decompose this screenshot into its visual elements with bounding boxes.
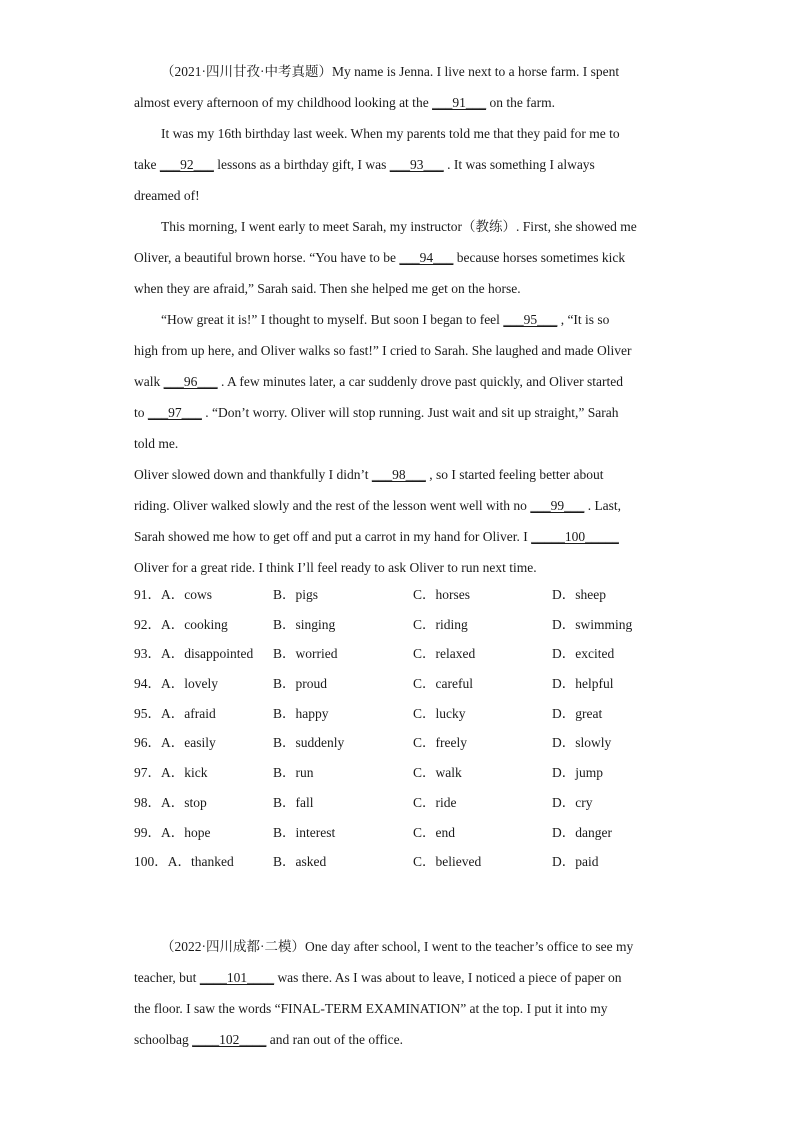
- blank-102: ____102____: [192, 1032, 267, 1047]
- passage-2-line: the floor. I saw the words “FINAL-TERM EXAMINATION” at the top. I put it into my: [134, 1001, 608, 1016]
- option-row-100: [134, 847, 694, 877]
- option-c: C．lucky: [413, 705, 466, 721]
- blank-92: ___92___: [159, 157, 214, 172]
- option-row-96: [134, 728, 694, 758]
- option-b: B．happy: [273, 705, 329, 721]
- passage-1-line: take ___92___ lessons as a birthday gift, I was ___93___ . It was something I always: [134, 157, 595, 172]
- option-a: 99．A．hope: [134, 824, 211, 840]
- passage-1-line: Oliver slowed down and thankfully I didn’t ___98___ , so I started feeling better about: [134, 467, 604, 482]
- blank-93: ___93___: [389, 157, 444, 172]
- option-b: B．fall: [273, 794, 314, 810]
- passage-1-line: This morning, I went early to meet Sarah, my instructor（教练）. First, she showed me: [161, 219, 637, 234]
- option-c: C．end: [413, 824, 455, 840]
- passage-1-line: to ___97___ . “Don’t worry. Oliver will stop running. Just wait and sit up straight,” Sarah: [134, 405, 619, 420]
- option-b: B．proud: [273, 676, 327, 692]
- option-row-94: [134, 669, 694, 699]
- option-row-91: [134, 580, 694, 610]
- option-c: C．relaxed: [413, 646, 476, 662]
- option-d: D．jump: [552, 765, 604, 781]
- option-c: C．ride: [413, 794, 457, 810]
- passage-1-line: Oliver, a beautiful brown horse. “You have to be ___94___ because horses sometimes kick: [134, 250, 626, 265]
- passage-1-line: almost every afternoon of my childhood looking at the ___91___ on the farm.: [134, 95, 556, 110]
- option-row-92: [134, 610, 694, 640]
- option-c: C．riding: [413, 616, 468, 632]
- option-a: 96．A．easily: [134, 735, 216, 751]
- passage-2-line: schoolbag ____102____ and ran out of the office.: [134, 1032, 403, 1047]
- option-d: D．slowly: [552, 735, 612, 751]
- option-d: D．excited: [552, 646, 615, 662]
- option-a: 92．A．cooking: [134, 616, 228, 632]
- option-d: D．sheep: [552, 587, 606, 602]
- option-a: 98．A．stop: [134, 794, 207, 810]
- blank-94: ___94___: [399, 250, 454, 265]
- blank-91: ___91___: [432, 95, 487, 110]
- passage-1-line: dreamed of!: [134, 188, 200, 203]
- option-row-95: [134, 699, 694, 729]
- passage-1-line: riding. Oliver walked slowly and the rest of the lesson went well with no ___99___ . Last,: [134, 498, 622, 513]
- option-a: 100．A．thanked: [134, 854, 234, 870]
- option-b: B．worried: [273, 646, 338, 662]
- option-a: 94．A．lovely: [134, 676, 218, 692]
- passage-1-line: “How great it is!” I thought to myself. But soon I began to feel ___95___ , “It is so: [161, 312, 610, 327]
- passage-1-line: told me.: [134, 436, 179, 451]
- option-d: D．paid: [552, 854, 599, 870]
- blank-95: ___95___: [503, 312, 558, 327]
- blank-98: ___98___: [371, 467, 426, 482]
- blank-97: ___97___: [147, 405, 202, 420]
- option-a: 93．A．disappointed: [134, 646, 254, 662]
- blank-100: _____100_____: [531, 529, 619, 544]
- option-a: 95．A．afraid: [134, 705, 216, 721]
- option-c: C．freely: [413, 735, 467, 751]
- answer-options: [134, 580, 694, 877]
- passage-1-line: It was my 16th birthday last week. When my parents told me that they paid for me to: [161, 126, 620, 141]
- option-c: C．horses: [413, 587, 470, 602]
- passage-2-line: teacher, but ____101____ was there. As I was about to leave, I noticed a piece of paper on: [134, 970, 622, 985]
- option-b: B．pigs: [273, 587, 319, 602]
- option-row-97: [134, 758, 694, 788]
- option-b: B．interest: [273, 824, 336, 840]
- passage-1-line: Sarah showed me how to get off and put a carrot in my hand for Oliver. I _____100_____: [134, 529, 619, 544]
- option-b: B．asked: [273, 854, 327, 870]
- option-c: C．walk: [413, 765, 462, 781]
- passage-1: [134, 56, 664, 583]
- option-d: D．swimming: [552, 616, 633, 632]
- option-a: 91．A．cows: [134, 587, 212, 602]
- passage-1-line: high from up here, and Oliver walks so fast!” I cried to Sarah. She laughed and made Oliver: [134, 343, 632, 358]
- blank-101: ____101____: [199, 970, 275, 985]
- passage-2-line: （2022·四川成都·二模）One day after school, I went to the teacher’s office to see my: [161, 939, 634, 954]
- option-b: B．singing: [273, 616, 336, 632]
- blank-96: ___96___: [163, 374, 218, 389]
- option-row-93: [134, 639, 694, 669]
- option-b: B．suddenly: [273, 735, 345, 751]
- option-d: D．cry: [552, 794, 593, 810]
- option-d: D．danger: [552, 824, 612, 840]
- passage-2: [134, 931, 664, 1055]
- option-row-98: [134, 788, 694, 818]
- blank-99: ___99___: [530, 498, 585, 513]
- option-a: 97．A．kick: [134, 765, 208, 781]
- passage-1-line: walk ___96___ . A few minutes later, a car suddenly drove past quickly, and Oliver started: [134, 374, 623, 389]
- option-b: B．run: [273, 765, 314, 781]
- option-d: D．helpful: [552, 676, 614, 692]
- option-row-99: [134, 818, 694, 848]
- passage-1-line: Oliver for a great ride. I think I’ll feel ready to ask Oliver to run next time.: [134, 560, 537, 575]
- passage-1-line: when they are afraid,” Sarah said. Then she helped me get on the horse.: [134, 281, 521, 296]
- option-c: C．believed: [413, 854, 482, 870]
- passage-1-line: （2021·四川甘孜·中考真题）My name is Jenna. I live next to a horse farm. I spent: [161, 64, 620, 79]
- option-d: D．great: [552, 705, 603, 721]
- option-c: C．careful: [413, 676, 473, 692]
